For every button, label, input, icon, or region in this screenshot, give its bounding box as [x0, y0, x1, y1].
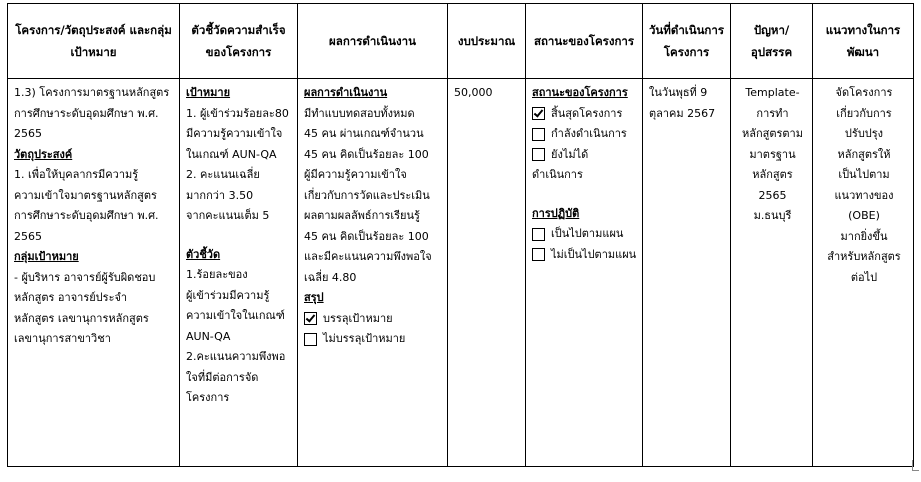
problems-line: การทำ	[756, 106, 789, 120]
status-option-label: สิ้นสุดโครงการ	[551, 106, 623, 120]
goal-line: มีความรู้ความเข้าใจ	[186, 127, 283, 140]
kpi-line: 2.คะแนนความพึงพอ	[186, 350, 286, 363]
target-line: หลักสูตร เลขานุการหลักสูตร	[14, 311, 149, 325]
budget-value: 50,000	[454, 86, 493, 99]
results-heading: ผลการดำเนินงาน	[304, 86, 388, 99]
objective-heading: วัตถุประสงค์	[14, 147, 73, 161]
target-heading: กลุ่มเป้าหมาย	[14, 250, 79, 263]
checkbox-icon[interactable]	[532, 107, 545, 120]
practice-heading: การปฏิบัติ	[532, 206, 580, 220]
cell-indicators	[180, 79, 298, 467]
development-line: สำหรับหลักสูตร	[827, 250, 901, 263]
problems-line: มาตรฐาน	[749, 147, 796, 161]
spacer	[186, 227, 293, 245]
status-option-completed[interactable]	[532, 104, 638, 125]
header-date: วันที่ดำเนินการโครงการ	[643, 4, 731, 79]
summary-heading: สรุป	[304, 291, 324, 304]
target-line: เลขานุการสาขาวิชา	[14, 332, 111, 345]
page-corner-mark	[912, 460, 919, 471]
target-line: หลักสูตร อาจารย์ประจำ	[14, 291, 128, 304]
cell-problems	[731, 79, 813, 467]
checkbox-icon[interactable]	[532, 248, 545, 261]
status-option-in-progress[interactable]	[532, 124, 638, 145]
practice-option-label: เป็นไปตามแผน	[551, 227, 624, 240]
status-option-continuation: ดำเนินการ	[532, 168, 583, 181]
results-line: เฉลี่ย 4.80	[304, 270, 357, 284]
project-report-table	[7, 3, 914, 467]
results-line: ผลตามผลลัพธ์การเรียนรู้	[304, 209, 420, 222]
practice-option-on-plan[interactable]	[532, 224, 638, 245]
header-problems: ปัญหา/อุปสรรค	[731, 4, 813, 79]
project-line: การศึกษาระดับอุดมศึกษา พ.ศ.	[14, 106, 159, 120]
table-row	[8, 79, 914, 467]
goal-line: 1. ผู้เข้าร่วมร้อยละ80	[186, 106, 289, 120]
practice-option-label: ไม่เป็นไปตามแผน	[551, 247, 637, 261]
kpi-line: 1.ร้อยละของ	[186, 268, 248, 281]
results-line: ผู้มีความรู้ความเข้าใจ	[304, 168, 407, 181]
checkbox-icon[interactable]	[532, 148, 545, 161]
problems-line: หลักสูตร	[752, 168, 793, 181]
development-line: ปรับปรุง	[844, 127, 884, 140]
results-line: เกี่ยวกับการวัดและประเมิน	[304, 188, 430, 202]
checkbox-icon[interactable]	[532, 228, 545, 241]
header-development: แนวทางในการพัฒนา	[813, 4, 914, 79]
status-option-not-started[interactable]	[532, 145, 638, 166]
problems-line: Template-	[745, 86, 800, 99]
problems-line: หลักสูตรตาม	[742, 127, 803, 140]
summary-option-label: ไม่บรรลุเป้าหมาย	[323, 332, 406, 345]
spacer	[532, 186, 638, 204]
results-line: 45 คน คิดเป็นร้อยละ 100	[304, 229, 429, 243]
kpi-line: ใจที่มีต่อการจัด	[186, 370, 259, 384]
cell-development	[813, 79, 914, 467]
results-line: 45 คน คิดเป็นร้อยละ 100	[304, 147, 429, 161]
goal-line: 2. คะแนนเฉลี่ย	[186, 168, 260, 181]
goal-line: ในเกณฑ์ AUN-QA	[186, 147, 277, 161]
header-row	[8, 4, 914, 79]
objective-line: การศึกษาระดับอุดมศึกษา พ.ศ.	[14, 209, 159, 222]
header-status: สถานะของโครงการ	[526, 4, 643, 79]
practice-option-off-plan[interactable]	[532, 245, 638, 266]
development-line: มากยิ่งขึ้น	[840, 229, 888, 243]
header-project: โครงการ/วัตถุประสงค์ และกลุ่มเป้าหมาย	[8, 4, 180, 79]
summary-option-achieved[interactable]	[304, 309, 443, 330]
kpi-line: โครงการ	[186, 391, 230, 404]
summary-option-not-achieved[interactable]	[304, 329, 443, 350]
development-line: แนวทางของ	[834, 188, 894, 202]
header-budget: งบประมาณ	[448, 4, 526, 79]
status-option-label: ยังไม่ได้	[551, 147, 589, 161]
goal-line: จากคะแนนเต็ม 5	[186, 209, 270, 222]
development-line: เกี่ยวกับการ	[836, 106, 892, 120]
kpi-line: ผู้เข้าร่วมมีความรู้	[186, 288, 270, 302]
status-heading: สถานะของโครงการ	[532, 86, 628, 99]
kpi-line: AUN-QA	[186, 329, 231, 343]
project-line: 2565	[14, 127, 42, 140]
checkbox-icon[interactable]	[532, 128, 545, 141]
header-results: ผลการดำเนินงาน	[298, 4, 448, 79]
status-option-label: กำลังดำเนินการ	[551, 127, 627, 140]
cell-project	[8, 79, 180, 467]
goal-line: มากกว่า 3.50	[186, 188, 254, 202]
date-line: ในวันพุธที่ 9	[649, 86, 708, 99]
header-indicators: ตัวชี้วัดความสำเร็จของโครงการ	[180, 4, 298, 79]
goal-heading: เป้าหมาย	[186, 86, 231, 99]
development-line: ต่อไป	[850, 270, 878, 284]
results-line: มีทำแบบทดสอบทั้งหมด	[304, 106, 415, 120]
problems-line: ม.ธนบุรี	[753, 209, 792, 222]
summary-option-label: บรรลุเป้าหมาย	[323, 311, 393, 325]
objective-line: 2565	[14, 229, 42, 243]
kpi-heading: ตัวชี้วัด	[186, 247, 221, 261]
target-line: - ผู้บริหาร อาจารย์ผู้รับผิดชอบ	[14, 270, 156, 284]
objective-line: ความเข้าใจมาตรฐานหลักสูตร	[14, 188, 157, 202]
cell-status	[526, 79, 643, 467]
results-line: และมีคะแนนความพึงพอใจ	[304, 250, 432, 263]
cell-date	[643, 79, 731, 467]
development-line: จัดโครงการ	[835, 86, 893, 99]
development-line: เป็นไปตาม	[838, 168, 890, 181]
date-line: ตุลาคม 2567	[649, 106, 716, 120]
objective-line: 1. เพื่อให้บุคลากรมีความรู้	[14, 168, 139, 181]
results-line: 45 คน ผ่านเกณฑ์จำนวน	[304, 127, 424, 140]
development-line: หลักสูตรให้	[837, 147, 891, 161]
cell-budget	[448, 79, 526, 467]
checkbox-icon[interactable]	[304, 333, 317, 346]
project-line: 1.3) โครงการมาตรฐานหลักสูตร	[14, 86, 170, 99]
cell-results	[298, 79, 448, 467]
development-line: (OBE)	[848, 209, 880, 222]
checkbox-icon[interactable]	[304, 312, 317, 325]
kpi-line: ความเข้าใจในเกณฑ์	[186, 309, 285, 322]
problems-line: 2565	[758, 188, 787, 202]
